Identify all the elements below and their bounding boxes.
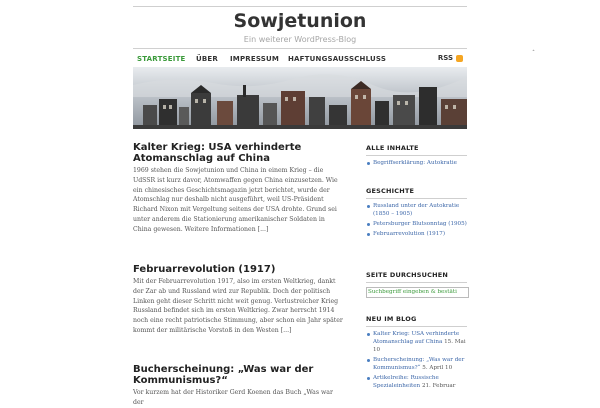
list-item-link[interactable]: Bucherscheinung: „Was war der Kommunismus?“ [373, 357, 465, 371]
list-item[interactable] [366, 202, 467, 218]
widget-all-content [366, 144, 467, 169]
bullet-icon [367, 359, 370, 362]
list-item-link[interactable]: Russland unter der Autokratie (1850 – 1905) [373, 203, 460, 217]
top-divider [133, 6, 467, 7]
list-item[interactable] [366, 230, 467, 238]
list-item-link[interactable]: Begriffserklärung: Autokratie [373, 160, 457, 166]
list-item-link[interactable]: Februarrevolution (1917) [373, 231, 446, 237]
list-item-date: 21. Februar [421, 383, 456, 389]
nav-item-haftungsausschluss[interactable]: HAFTUNGSAUSSCHLUSS [288, 55, 387, 63]
bullet-icon [367, 223, 370, 226]
post-excerpt: 1969 stehen die Sowjetunion und China in einem Krieg – die UdSSR ist kurz davor, Atomwaffen gegen China einzusetzen. Wie ein chinesisches Geschichtsmagazin jetzt berichtet, wurde der Atomschlag nur deshalb nicht ausgeführt, weil US-Präsident Richard Nixon mit Vergeltung seitens der USA drohte. Grund sei unter anderem die Stationierung amerikanischer Soldaten in China gewesen. Weitere Informationen [...] [133, 167, 338, 233]
rss-link[interactable] [438, 54, 463, 62]
list-item[interactable] [366, 159, 467, 167]
widget-new-in-blog [366, 315, 467, 392]
bullet-icon [367, 377, 370, 380]
post-title[interactable]: Kalter Krieg: USA verhinderte Atomanschlag auf China [133, 142, 302, 164]
widget-title: ALLE INHALTE [366, 144, 467, 156]
banner-photo [133, 67, 467, 129]
site-tagline: Ein weiterer WordPress-Blog [243, 35, 357, 44]
list-item-date: 15. Mai 10 [373, 339, 466, 353]
widget-history [366, 187, 467, 240]
post-title[interactable]: Bucherscheinung: „Was war der Kommunismus?“ [133, 364, 314, 386]
post-item [133, 364, 345, 408]
list-item-link[interactable]: Petersburger Blutsonntag (1905) [373, 221, 467, 227]
widget-title: SEITE DURCHSUCHEN [366, 271, 467, 283]
side-marker: ˆ [532, 50, 535, 57]
post-excerpt: Mit der Februarrevolution 1917, also im ersten Weltkrieg, dankt der Zar ab und Russland wird zur Republik. Doch der politisch Linken geht dieser Schritt nicht weit genug. Verlustreicher Krieg Russland befindet sich im ersten Weltkrieg. Zwar herrscht 1914 noch eine recht patriotische Stimmung, aber schon ein Jahr später kommt der militärische Vorstoß in den Westen [...] [133, 278, 343, 334]
post-excerpt: Vor kurzem hat der Historiker Gerd Koenen das Buch „Was war der [133, 389, 333, 406]
post-item [133, 264, 345, 336]
list-item-date: 5. April 10 [422, 365, 453, 371]
nav-item-ueber[interactable]: ÜBER [196, 55, 218, 63]
search-input[interactable]: Suchbegriff eingeben & bestäti [366, 287, 469, 298]
nav-item-impressum[interactable]: IMPRESSUM [230, 55, 280, 63]
rss-icon [456, 55, 463, 62]
list-item [366, 330, 467, 354]
list-item-link[interactable]: Artikelreihe: Russische Spezialeinheiten [373, 375, 439, 389]
main-nav [133, 48, 467, 69]
list-item [366, 374, 467, 390]
post-item [133, 142, 345, 235]
site-title[interactable]: Sowjetunion [233, 10, 367, 32]
bullet-icon [367, 162, 370, 165]
bullet-icon [367, 333, 370, 336]
bullet-icon [367, 233, 370, 236]
list-item [366, 356, 467, 372]
rss-label: RSS [437, 54, 453, 62]
widget-title: NEU IM BLOG [366, 315, 467, 327]
bullet-icon [367, 205, 370, 208]
post-title[interactable]: Februarrevolution (1917) [133, 264, 276, 275]
header-banner-image [133, 67, 467, 129]
list-item-link[interactable]: Kalter Krieg: USA verhinderte Atomanschlag auf China [373, 331, 460, 345]
list-item[interactable] [366, 220, 467, 228]
widget-search [366, 271, 467, 298]
nav-item-startseite[interactable]: STARTSEITE [137, 55, 186, 63]
page-wrapper [133, 0, 467, 406]
widget-title: GESCHICHTE [366, 187, 467, 199]
